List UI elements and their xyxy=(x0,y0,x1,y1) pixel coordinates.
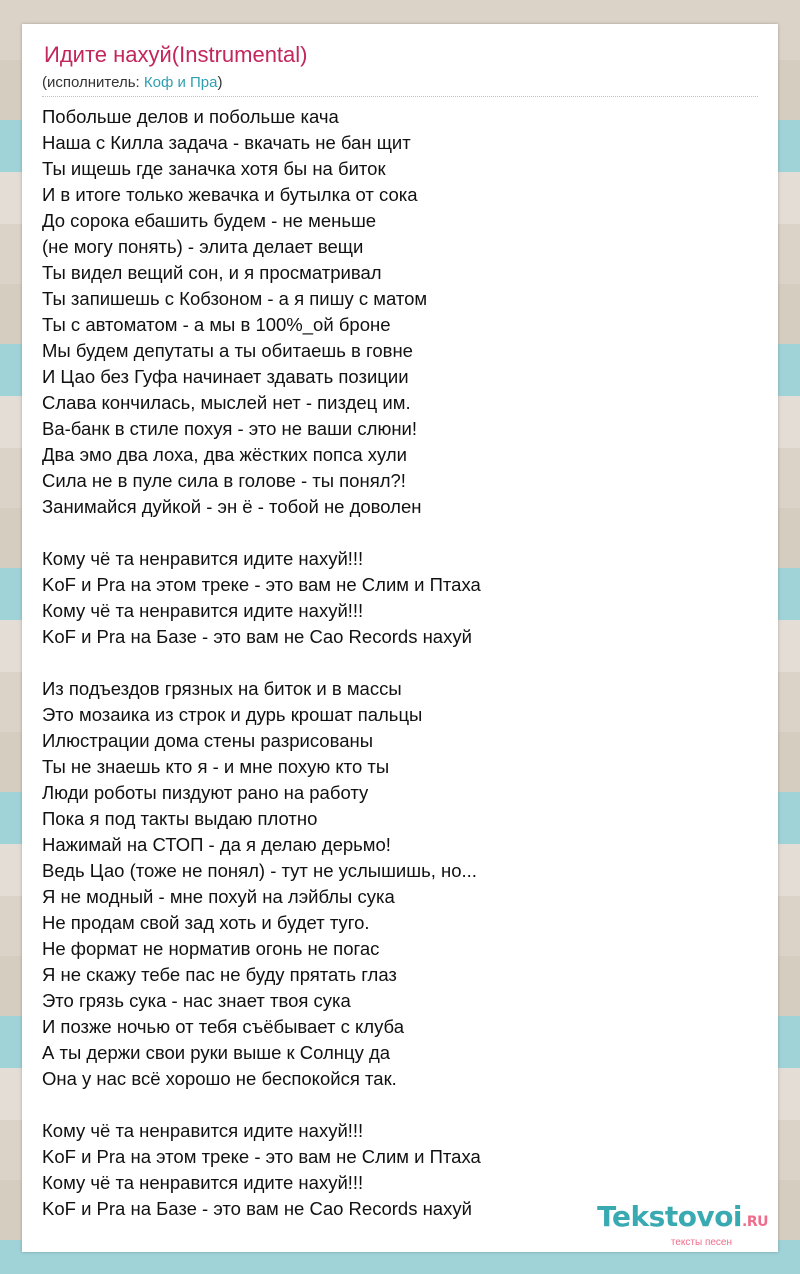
artist-link[interactable]: Коф и Пра xyxy=(143,74,218,91)
lyrics-text xyxy=(42,104,758,1222)
lyric-line: Ты с автоматом - а мы в 100%_ой броне xyxy=(42,314,391,335)
lyrics-card xyxy=(22,24,778,1252)
lyric-line xyxy=(42,650,758,676)
lyric-line: До сорока ебашить будем - не меньше xyxy=(42,210,377,231)
lyric-line: Из подъездов грязных на биток и в массы xyxy=(42,678,402,699)
lyric-line: Она у нас всё хорошо не беспокойся так. xyxy=(42,1068,397,1089)
lyric-line: Пока я под такты выдаю плотно xyxy=(42,808,318,829)
lyric-line: Не формат не норматив огонь не погас xyxy=(42,938,380,959)
lyric-line: Илюстрации дома стены разрисованы xyxy=(42,730,374,751)
lyric-line: Я не скажу тебе пас не буду прятать глаз xyxy=(42,964,397,985)
logo-tagline: тексты песен xyxy=(670,1237,732,1248)
lyric-line: Кому чё та ненравится идите нахуй!!! xyxy=(42,600,364,621)
artist-prefix: (исполнитель: xyxy=(42,74,144,91)
logo-tld: .RU xyxy=(742,1214,768,1230)
lyric-line: И Цао без Гуфа начинает здавать позиции xyxy=(42,366,409,387)
lyric-line: Побольше делов и побольше кача xyxy=(42,106,339,127)
lyric-line: Кому чё та ненравится идите нахуй!!! xyxy=(42,548,364,569)
logo-name: Tekstovoi xyxy=(597,1200,743,1233)
lyric-line: А ты держи свои руки выше к Солнцу да xyxy=(42,1042,391,1063)
lyric-line: Это грязь сука - нас знает твоя сука xyxy=(42,990,351,1011)
lyric-line: Кому чё та ненравится идите нахуй!!! xyxy=(42,1120,364,1141)
lyric-line: Ва-банк в стиле похуя - это не ваши слюни! xyxy=(42,418,418,439)
lyric-line: Нажимай на СТОП - да я делаю дерьмо! xyxy=(42,834,391,855)
lyric-line: Я не модный - мне похуй на лэйблы сука xyxy=(42,886,395,907)
lyric-line: KoF и Pra на Базе - это вам не Cao Records нахуй xyxy=(42,626,472,647)
lyric-line: Два эмо два лоха, два жёстких попса хули xyxy=(42,444,407,465)
artist-suffix: ) xyxy=(217,74,223,91)
lyric-line xyxy=(42,1092,758,1118)
lyric-line: Ты не знаешь кто я - и мне похую кто ты xyxy=(42,756,390,777)
site-logo[interactable] xyxy=(597,1201,768,1248)
lyric-line: Ты видел вещий сон, и я просматривал xyxy=(42,262,382,283)
lyric-line xyxy=(42,520,758,546)
logo-wordmark xyxy=(597,1201,768,1238)
lyric-line: Люди роботы пиздуют рано на работу xyxy=(42,782,369,803)
lyric-line: KoF и Pra на Базе - это вам не Cao Records нахуй xyxy=(42,1198,472,1219)
lyric-line: И позже ночью от тебя съёбывает с клуба xyxy=(42,1016,404,1037)
lyric-line: Ты ищешь где заначка хотя бы на биток xyxy=(42,158,386,179)
lyric-line: Ты запишешь с Кобзоном - а я пишу с матом xyxy=(42,288,428,309)
lyric-line: Не продам свой зад хоть и будет туго. xyxy=(42,912,370,933)
lyric-line: Наша с Килла задача - вкачать не бан щит xyxy=(42,132,411,153)
lyric-line: Это мозаика из строк и дурь крошат пальцы xyxy=(42,704,423,725)
lyric-line: Мы будем депутаты а ты обитаешь в говне xyxy=(42,340,413,361)
lyric-line: (не могу понять) - элита делает вещи xyxy=(42,236,364,257)
artist-line xyxy=(42,74,222,91)
lyric-line: И в итоге только жевачка и бутылка от сока xyxy=(42,184,418,205)
lyric-line: Сила не в пуле сила в голове - ты понял?! xyxy=(42,470,406,491)
lyric-line: KoF и Pra на этом треке - это вам не Слим и Птаха xyxy=(42,574,481,595)
lyric-line: Ведь Цао (тоже не понял) - тут не услышишь, но... xyxy=(42,860,477,881)
lyric-line: Занимайся дуйкой - эн ё - тобой не доволен xyxy=(42,496,422,517)
lyric-line: Слава кончилась, мыслей нет - пиздец им. xyxy=(42,392,411,413)
lyric-line: KoF и Pra на этом треке - это вам не Слим и Птаха xyxy=(42,1146,481,1167)
song-title: Идите нахуй(Instrumental) xyxy=(44,42,308,67)
lyric-line: Кому чё та ненравится идите нахуй!!! xyxy=(42,1172,364,1193)
title-divider xyxy=(42,96,758,97)
